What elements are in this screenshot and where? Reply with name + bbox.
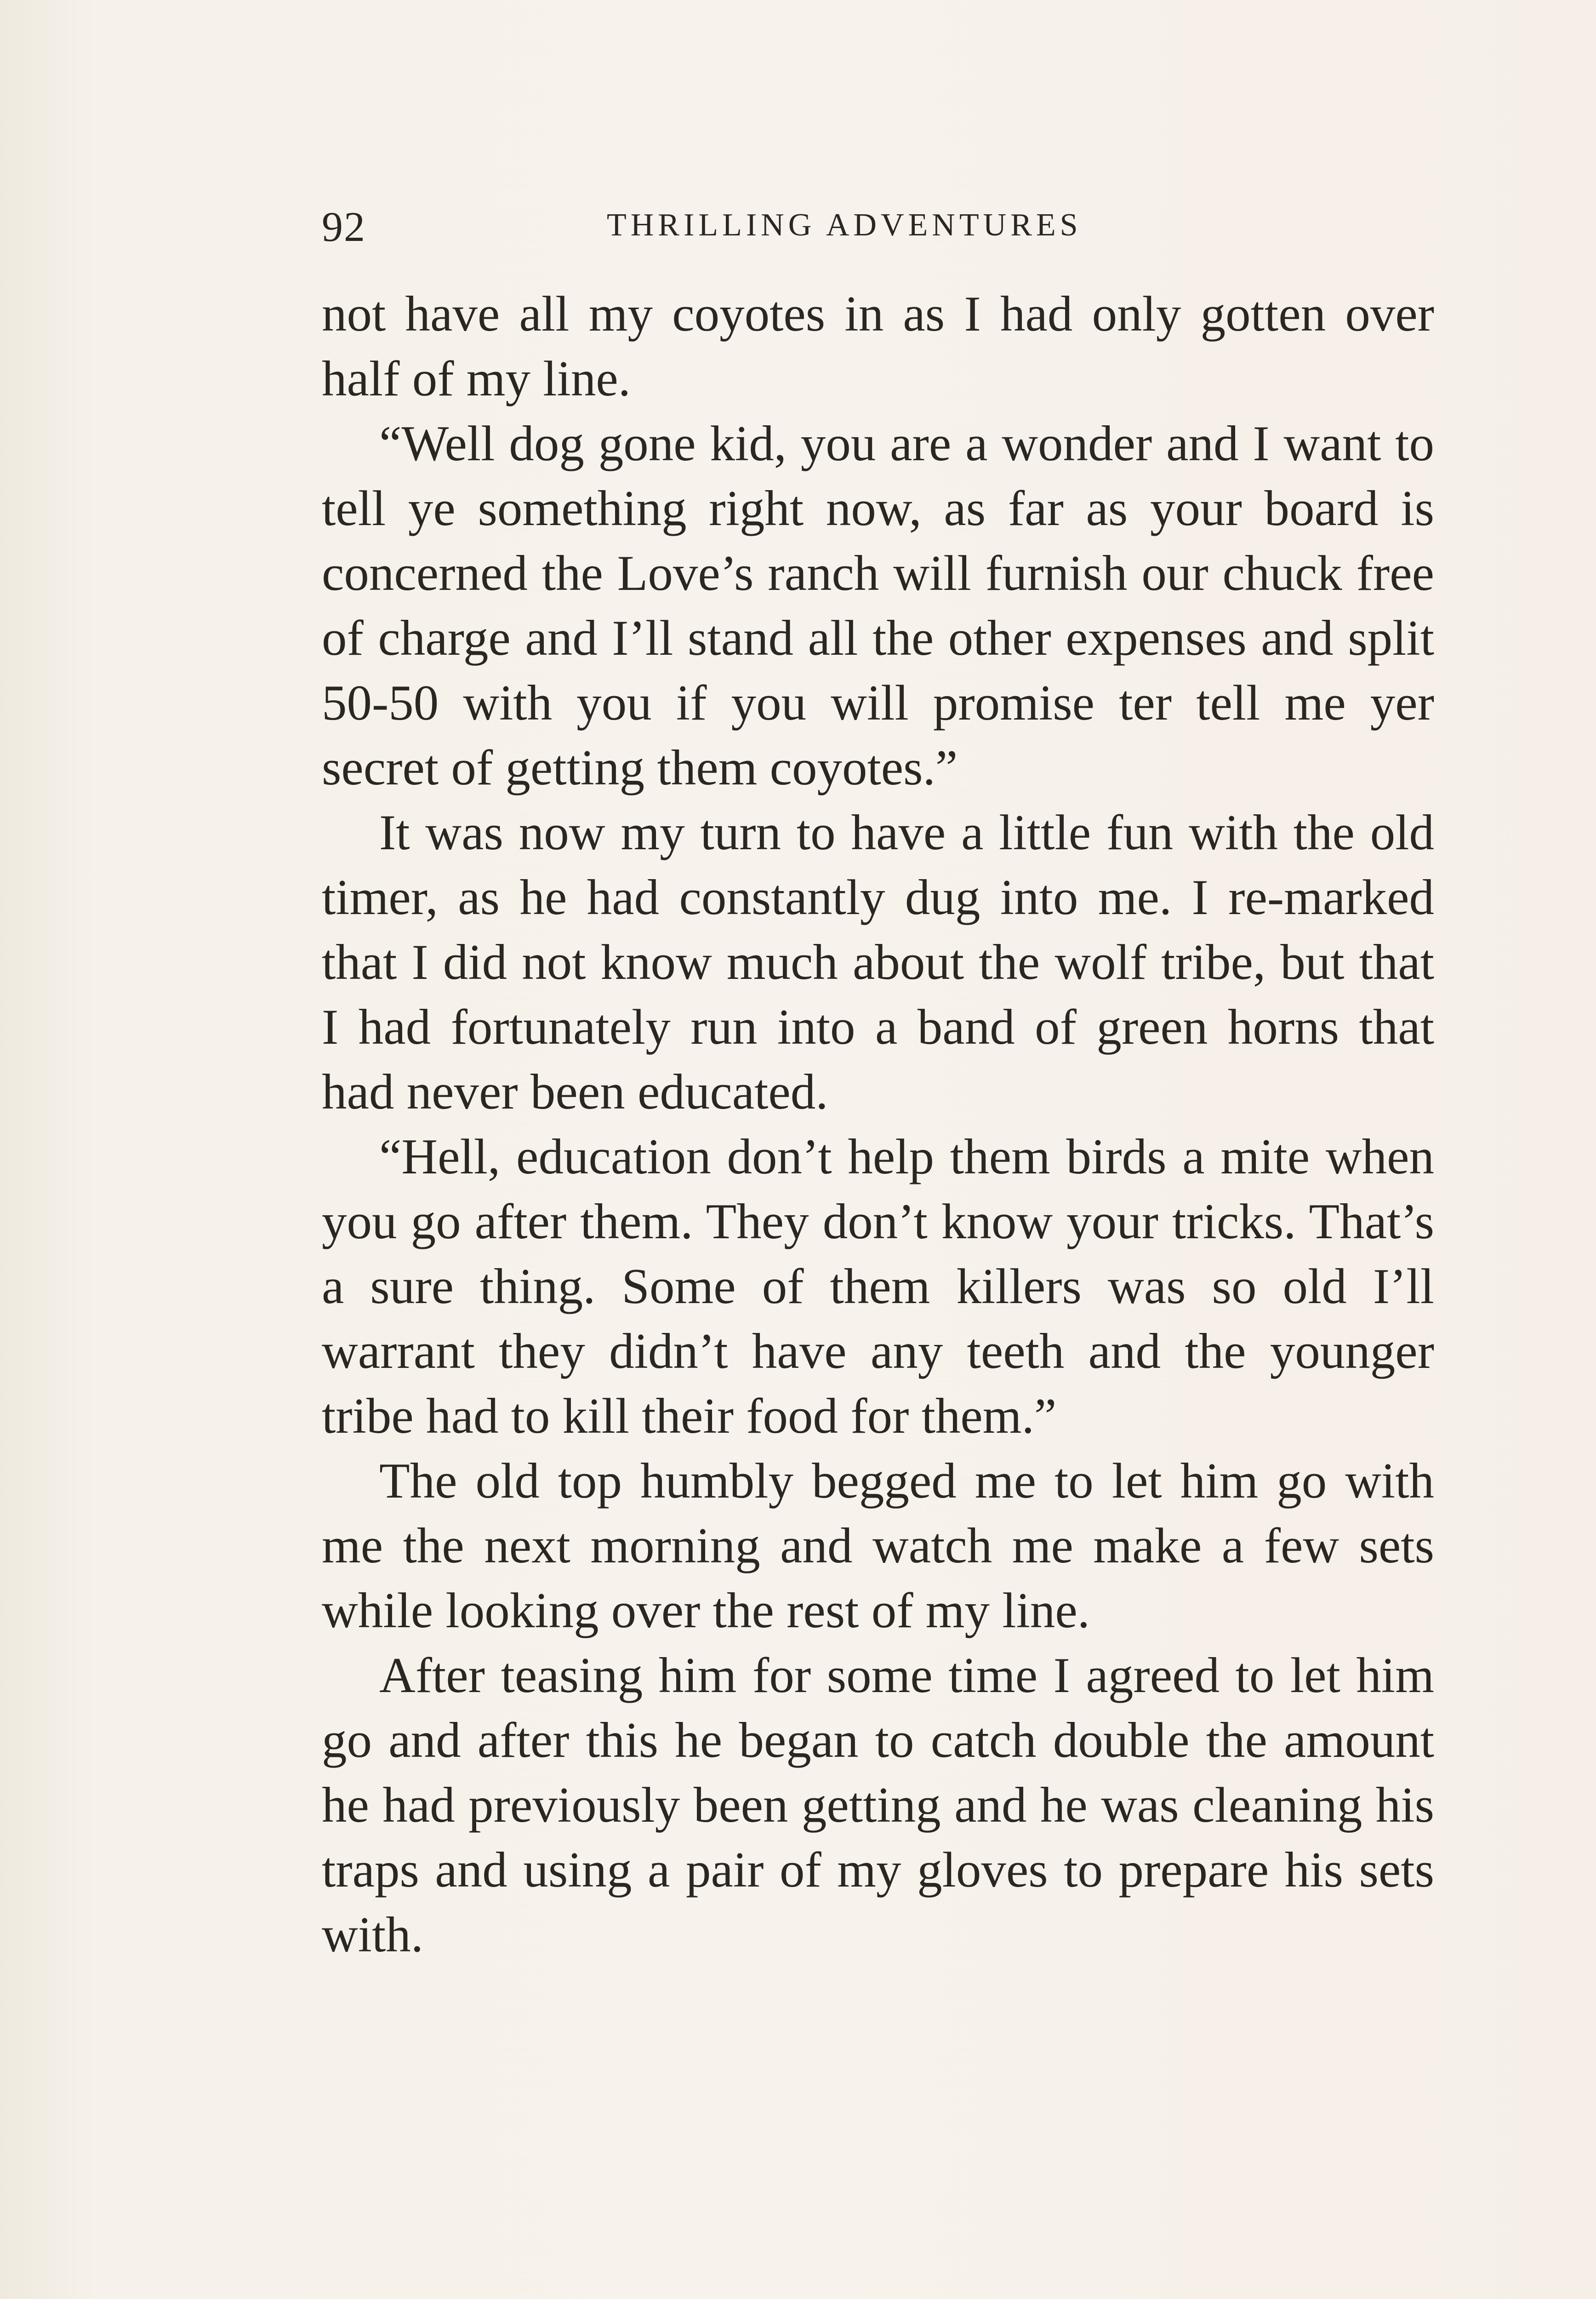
page-header	[322, 202, 1434, 257]
running-title: THRILLING ADVENTURES	[607, 207, 1082, 243]
body-text	[322, 281, 1434, 1967]
paragraph: After teasing him for some time I agreed to let him go and after this he began to catch double the amount he had previously been getting and he was cleaning his traps and using a pair of my gloves to prepare his sets with.	[322, 1647, 1434, 1962]
page-number: 92	[322, 203, 366, 250]
paragraph: “Well dog gone kid, you are a wonder and I want to tell ye something right now, as far as your board is concerned the Love’s ranch will furnish our chuck free of charge and I’ll stand all the other expenses and split 50-50 with you if you will promise ter tell me yer secret of getting them coyotes.”	[322, 416, 1434, 795]
paragraph: It was now my turn to have a little fun with the old timer, as he had constantly dug into me. I re-marked that I did not know much about the wolf tribe, but that I had fortunately run into a band of green horns that had never been educated.	[322, 805, 1434, 1120]
paragraph: “Hell, education don’t help them birds a mite when you go after them. They don’t know your tricks. That’s a sure thing. Some of them killers was so old I’ll warrant they didn’t have any teeth and the younger tribe had to kill their food for them.”	[322, 1129, 1434, 1444]
paragraph: not have all my coyotes in as I had only gotten over half of my line.	[322, 286, 1434, 406]
paragraph: The old top humbly begged me to let him go with me the next morning and watch me make a few sets while looking over the rest of my line.	[322, 1453, 1434, 1638]
